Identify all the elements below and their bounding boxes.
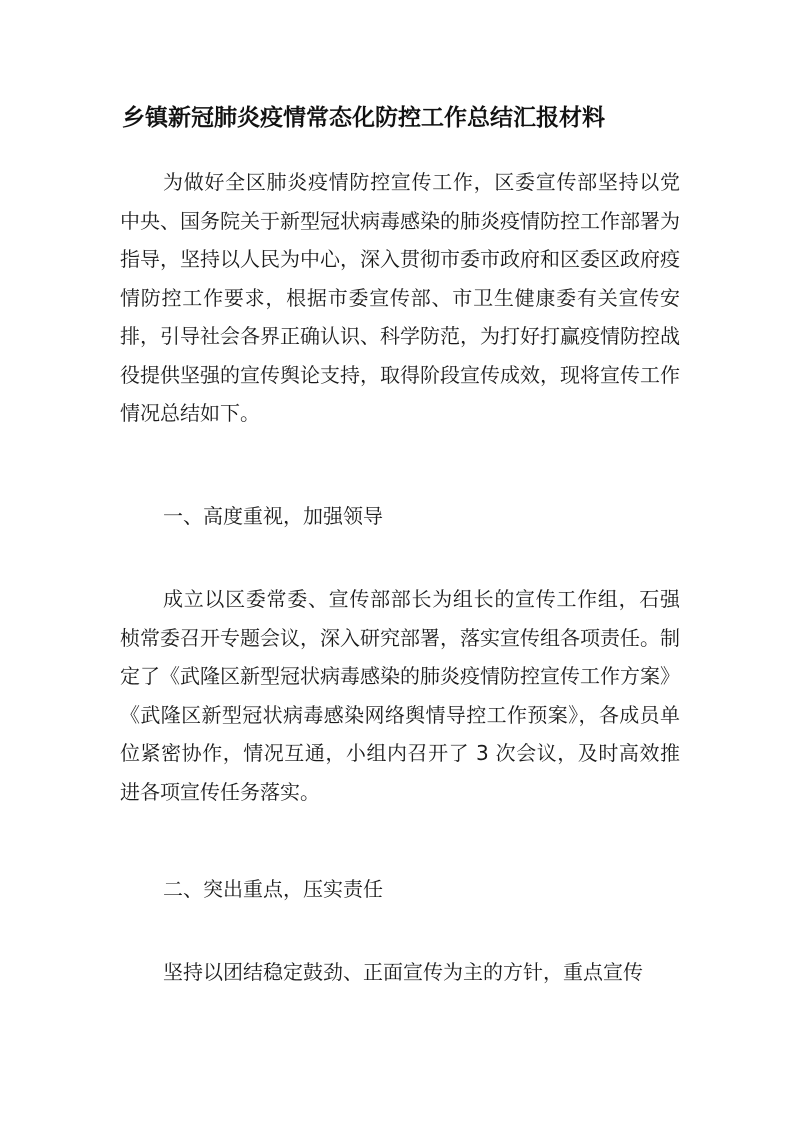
section-1-paragraph: 成立以区委常委、宣传部部长为组长的宣传工作组，石强桢常委召开专题会议，深入研究部署，落实宣传组各项责任。制定了《武隆区新型冠状病毒感染的肺炎疫情防控宣传工作方案》《武隆区新型冠状病毒感染网络舆情导控工作预案》，各成员单位紧密协作，情况互通，小组内召开了 3 次会议，及时高效推进各项宣传任务落实。 — [120, 587, 680, 804]
intro-paragraph: 为做好全区肺炎疫情防控宣传工作，区委宣传部坚持以党中央、国务院关于新型冠状病毒感染的肺炎疫情防控工作部署为指导，坚持以人民为中心，深入贯彻市委市政府和区委区政府疫情防控工作要求，根据市委宣传部、市卫生健康委有关宣传安排，引导社会各界正确认识、科学防范，为打好打赢疫情防控战役提供坚强的宣传舆论支持，取得阶段宣传成效，现将宣传工作情况总结如下。 — [120, 170, 680, 425]
section-1-heading: 一、高度重视，加强领导 — [163, 504, 383, 528]
document-title: 乡镇新冠肺炎疫情常态化防控工作总结汇报材料 — [122, 104, 605, 131]
section-2-heading: 二、突出重点，压实责任 — [163, 877, 383, 901]
section-2-paragraph: 坚持以团结稳定鼓劲、正面宣传为主的方针，重点宣传 — [163, 960, 643, 984]
